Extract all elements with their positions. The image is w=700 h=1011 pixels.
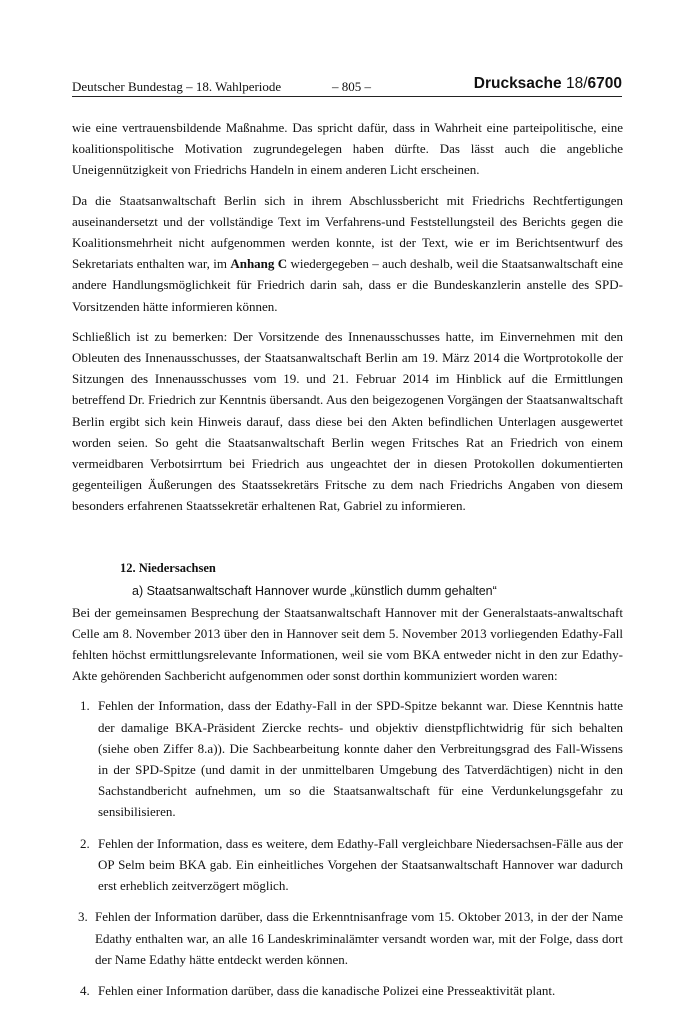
header-rule	[72, 96, 622, 97]
list-item	[72, 695, 623, 822]
paragraph-2-bold: Anhang C	[230, 256, 288, 272]
header-publication: Deutscher Bundestag – 18. Wahlperiode	[72, 79, 282, 94]
document-body	[72, 117, 623, 1011]
paragraph-2	[72, 190, 623, 317]
list-item-number: 4.	[80, 982, 90, 998]
paragraph-1: wie eine vertrauensbildende Maßnahme. Das spricht dafür, dass in Wahrheit eine parteipolitische, eine koalitionspolitische Motivation zugrundegelegen haben dürfte. Das lässt auch die angebliche Uneigennützigkeit von Friedrichs Handeln in einem anderen Licht erscheinen.	[72, 120, 623, 178]
list-item-text: Fehlen der Information darüber, dass die Erkenntnisanfrage vom 15. Oktober 2013, in der der Name Edathy enthalten war, an alle 16 Landeskriminalämter versandt worden war, mit der Folge, dass dort der Name Edathy hätte entdeckt werden können.	[95, 909, 623, 967]
list-item-text: Fehlen der Information, dass es weitere, dem Edathy-Fall vergleichbare Niedersachsen-Fälle aus der OP Selm beim BKA gab. Ein einheitliches Vorgehen der Staatsanwaltschaft Hannover war dadurch erst erheblich zeitverzögert möglich.	[98, 835, 623, 894]
header-drucksache-num2: 6700	[587, 75, 622, 92]
list-item-text: Fehlen einer Information darüber, dass die kanadische Polizei eine Presseaktivität plant.	[98, 982, 556, 998]
page-header	[72, 77, 622, 95]
paragraph-2-part-a: Da die Staatsanwaltschaft Berlin sich in ihrem Abschlussbericht mit Friedrichs Rechtfertigungen auseinandersetzt und der vollständige Text im Verfahrens-und Feststellungsteil des Berichts gegen die Koalitionsmehrheit nicht aufgenommen werden konnte, ist der Text, wie er im Berichtsentwurf des Sekretariats enthalten war, im	[72, 192, 623, 272]
list-item-number: 3.	[78, 909, 88, 925]
header-drucksache-label: Drucksache	[473, 75, 566, 92]
header-page-number: – 805 –	[332, 79, 371, 94]
paragraph-2-part-b: wiedergegeben – auch deshalb, weil die Staatsanwaltschaft eine andere Handlungsmöglichkeit für Friedrich darin sah, dass er die Bundeskanzlerin anstelle des SPD-Vorsitzenden hätte informieren können.	[72, 256, 623, 314]
header-drucksache-num1: 18/	[565, 75, 588, 92]
list-item-text: Fehlen der Information, dass der Edathy-Fall in der SPD-Spitze bekannt war. Diese Kenntnis hatte der damalige BKA-Präsident Ziercke rechts- und objektiv dienstpflichtwidrig für sich behalten (siehe oben Ziffer 8.a)). Die Sachbearbeitung konnte daher den Verbreitungsgrad des Fall-Wissens in der SPD-Spitze (und damit in der unmittelbaren Umgebung des Tatverdächtigen) nicht in den Sachstandbericht aufnehmen, um so die Staatsanwaltschaft für eine Verdunkelungsgefahr zu sensibilisieren.	[98, 698, 623, 820]
section-heading: 12. Niedersachsen	[120, 560, 216, 575]
paragraph-3: Schließlich ist zu bemerken: Der Vorsitzende des Innenausschusses hatte, im Einvernehmen mit den Obleuten des Innenausschusses, der Staatsanwaltschaft Berlin am 19. März 2014 die Wortprotokolle der Sitzungen des Innenausschusses vom 19. und 21. Februar 2014 im Hinblick auf die Ermittlungen betreffend Dr. Friedrich zur Kenntnis übersandt. Aus den beigezogenen Vorgängen der Staatsanwaltschaft Berlin ergibt sich kein Hinweis darauf, dass diese bei den Akten befindlichen Unterlagen ausgewertet worden seien. So geht die Staatsanwaltschaft Berlin wegen Fritsches Rat an Friedrich von einem vermeidbaren Verbotsirrtum bei Friedrich aus ungeachtet der in diesen Protokollen dokumentierten gegenteiligen Äußerungen des Staatssekretärs Fritsche zu dem nach Friedrichs Angaben von diesem besonders erfahrenen Staatssekretär erhaltenen Rat, Gabriel zu informieren.	[72, 328, 623, 514]
list-item-number: 2.	[80, 835, 90, 851]
list-item-number: 1.	[80, 698, 90, 714]
list-item	[72, 833, 623, 897]
numbered-list	[72, 695, 623, 1001]
list-item	[72, 906, 623, 970]
section-subheading: a) Staatsanwaltschaft Hannover wurde „künstlich dumm gehalten“	[132, 583, 497, 598]
section-intro: Bei der gemeinsamen Besprechung der Staatsanwaltschaft Hannover mit der Generalstaats-anwaltschaft Celle am 8. November 2013 über den in Hannover seit dem 5. November 2013 vorliegenden Edathy-Fall fehlten höchst ermittlungsrelevante Informationen, weil sie vom BKA entweder nicht in den zur Edathy-Akte gehörenden Sachbericht aufgenommen oder sonst dorthin kommuniziert worden waren:	[72, 604, 623, 684]
header-drucksache	[474, 75, 622, 93]
list-item	[72, 980, 623, 1001]
